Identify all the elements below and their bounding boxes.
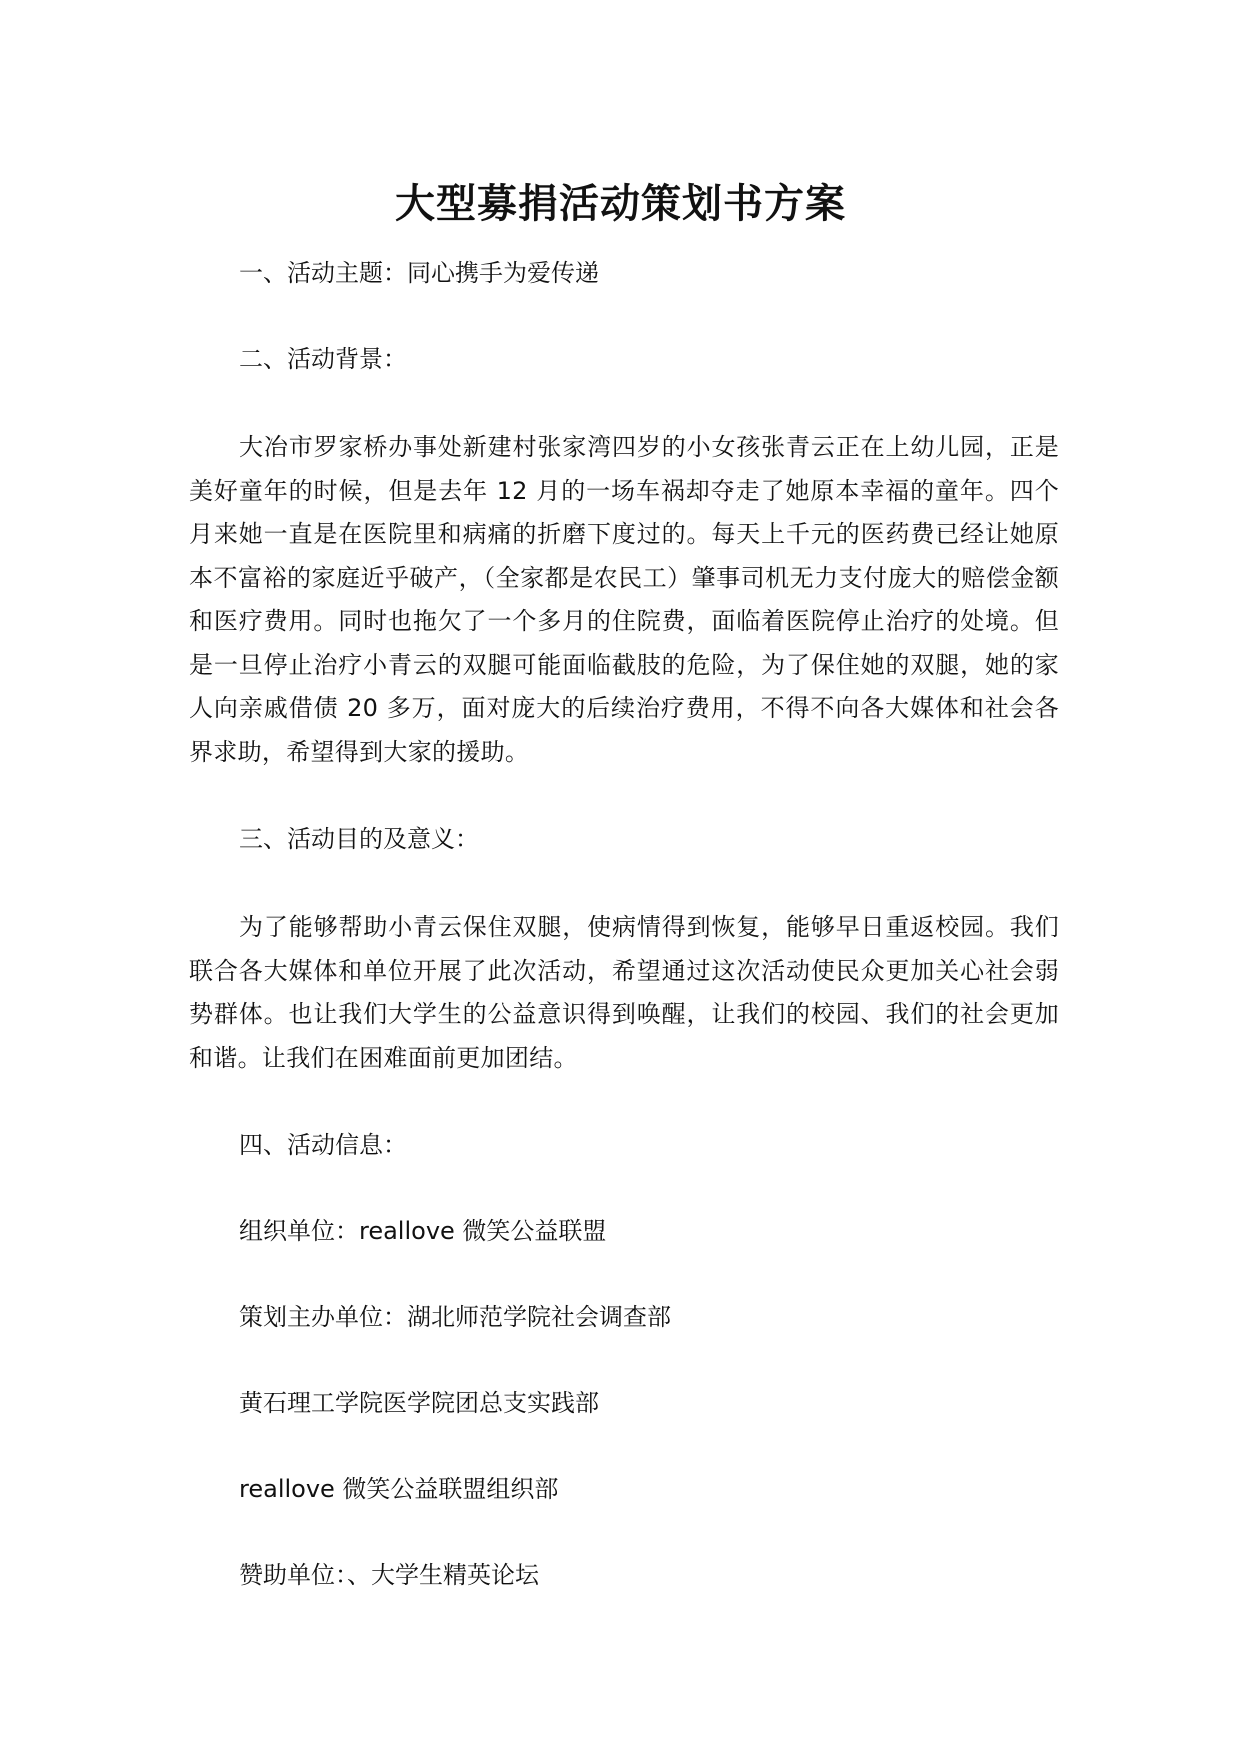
sponsor-line: 赞助单位：、大学生精英论坛 — [239, 1561, 539, 1589]
co-host-line-2: reallove 微笑公益联盟组织部 — [239, 1475, 559, 1503]
document-title: 大型募捐活动策划书方案 — [395, 181, 846, 227]
document-body — [189, 254, 1059, 1594]
organizer-line: 组织单位：reallove 微笑公益联盟 — [239, 1217, 607, 1245]
section-purpose-paragraph: 为了能够帮助小青云保住双腿，使病情得到恢复，能够早日重返校园。我们联合各大媒体和单位开展了此次活动，希望通过这次活动使民众更加关心社会弱势群体。也让我们大学生的公益意识得到唤醒，让我们的校园、我们的社会更加和谐。让我们在困难面前更加团结。 — [189, 913, 1059, 1072]
co-host-line-1: 黄石理工学院医学院团总支实践部 — [239, 1389, 599, 1417]
section-info-heading: 四、活动信息： — [239, 1131, 407, 1159]
section-purpose-heading: 三、活动目的及意义： — [239, 825, 479, 853]
section-theme-heading: 一、活动主题：同心携手为爱传递 — [239, 259, 599, 287]
planner-line: 策划主办单位：湖北师范学院社会调查部 — [239, 1303, 671, 1331]
section-background-heading: 二、活动背景： — [239, 345, 407, 373]
section-background-paragraph: 大冶市罗家桥办事处新建村张家湾四岁的小女孩张青云正在上幼儿园，正是美好童年的时候，但是去年 12 月的一场车祸却夺走了她原本幸福的童年。四个月来她一直是在医院里和病痛的折磨下度过的。每天上千元的医药费已经让她原本不富裕的家庭近乎破产，（全家都是农民工）肇事司机无力支付庞大的赔偿金额和医疗费用。同时也拖欠了一个多月的住院费，面临着医院停止治疗的处境。但是一旦停止治疗小青云的双腿可能面临截肢的危险，为了保住她的双腿，她的家人向亲戚借债 20 多万，面对庞大的后续治疗费用，不得不向各大媒体和社会各界求助，希望得到大家的援助。 — [189, 433, 1059, 766]
